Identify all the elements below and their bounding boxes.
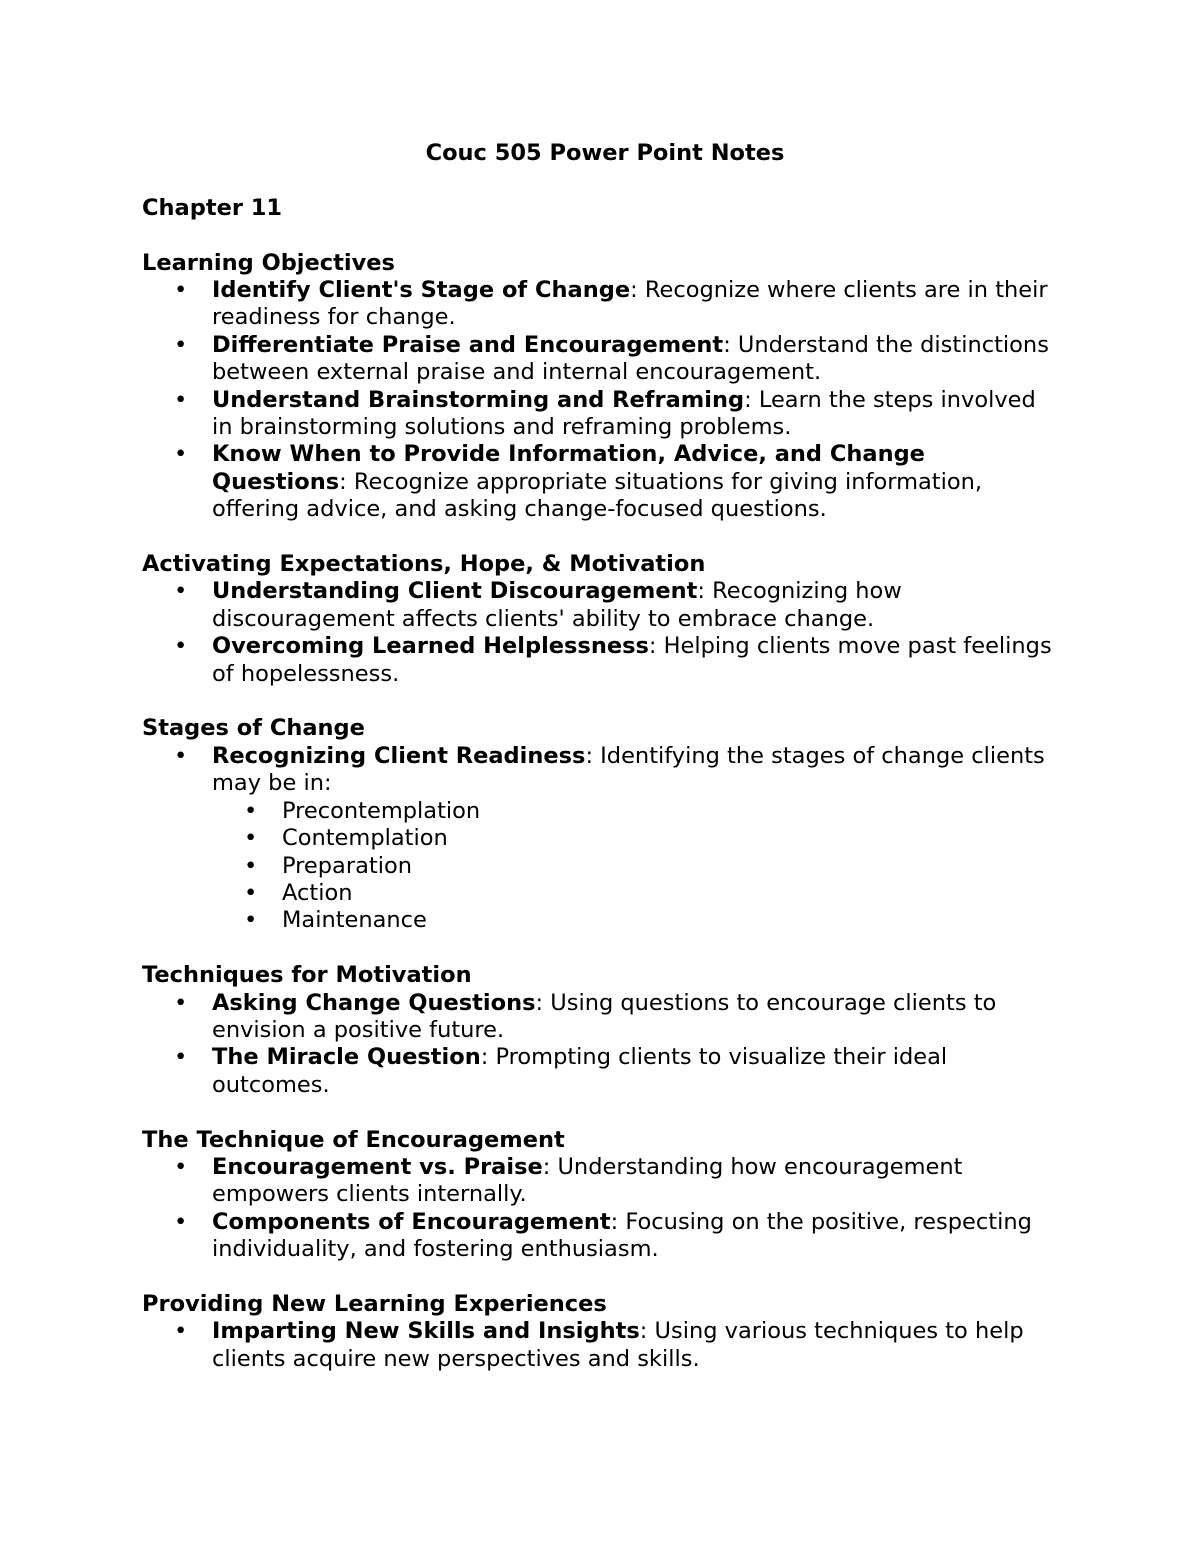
item-separator: : (480, 1044, 496, 1071)
item-description: Understand the distinctions between external praise and internal encouragement. (212, 331, 1049, 386)
item-term: Recognizing Client Readiness (212, 742, 586, 769)
list-item (142, 387, 1062, 442)
bullet-icon: • (174, 441, 188, 468)
item-description: Using questions to encourage clients to envision a positive future. (212, 989, 997, 1043)
sub-list-item (212, 853, 1062, 880)
bullet-icon: • (174, 1153, 188, 1180)
document-body (142, 250, 1062, 1374)
item-term: Understand Brainstorming and Reframing (212, 386, 745, 413)
bullet-list (142, 1318, 1062, 1373)
item-term: Identify Client's Stage of Change (212, 277, 631, 303)
sub-item-label: Preparation (282, 852, 412, 879)
item-separator: : (542, 1153, 558, 1180)
item-description: Recognize appropriate situations for giving information, offering advice, and asking change-focused questions. (212, 468, 983, 523)
bullet-icon: • (174, 989, 188, 1016)
section-heading: Activating Expectations, Hope, & Motivation (142, 551, 706, 578)
item-separator: : (630, 277, 645, 303)
list-item (142, 743, 1062, 935)
sub-list-item (212, 825, 1062, 852)
item-separator: : (535, 989, 551, 1016)
sub-list-item (212, 907, 1062, 934)
item-description: Recognizing how discouragement affects clients' ability to embrace change. (212, 578, 902, 632)
section-heading: Providing New Learning Experiences (142, 1290, 607, 1317)
bullet-list (142, 743, 1062, 935)
section (142, 551, 1062, 688)
list-item (142, 1044, 1062, 1099)
item-separator: : (648, 633, 664, 660)
sub-list-item (212, 880, 1062, 907)
bullet-icon: • (174, 331, 188, 358)
bullet-icon: • (174, 742, 188, 769)
list-item (142, 1209, 1062, 1264)
section (142, 962, 1062, 1099)
item-description: Prompting clients to visualize their ideal outcomes. (212, 1044, 948, 1098)
section-heading: Stages of Change (142, 715, 365, 742)
item-term: Imparting New Skills and Insights (212, 1318, 640, 1345)
list-item (142, 633, 1062, 688)
item-description: Helping clients move past feelings of hopelessness. (212, 633, 1052, 687)
sub-item-label: Precontemplation (282, 797, 481, 824)
item-term: Understanding Client Discouragement (212, 578, 698, 605)
item-separator: : (744, 386, 759, 413)
bullet-icon: • (244, 825, 258, 852)
bullet-icon: • (174, 386, 188, 413)
sub-item-label: Contemplation (282, 825, 448, 852)
section-heading: The Technique of Encouragement (142, 1126, 565, 1153)
item-description: Understanding how encouragement empowers clients internally. (212, 1153, 963, 1208)
section (142, 250, 1062, 524)
chapter-heading: Chapter 11 (142, 194, 283, 221)
document-page (142, 140, 1062, 1373)
item-separator: : (697, 578, 713, 605)
item-term: Asking Change Questions (212, 989, 536, 1016)
section (142, 1291, 1062, 1373)
item-description: Focusing on the positive, respecting individuality, and fostering enthusiasm. (212, 1208, 1032, 1263)
bullet-list (142, 990, 1062, 1100)
item-description: Using various techniques to help clients acquire new perspectives and skills. (212, 1318, 1024, 1372)
item-term: Components of Encouragement (212, 1208, 611, 1235)
bullet-icon: • (174, 1208, 188, 1235)
section-heading: Techniques for Motivation (142, 962, 472, 989)
section-heading: Learning Objectives (142, 249, 395, 276)
list-item (142, 277, 1062, 332)
item-description: Recognize where clients are in their readiness for change. (212, 277, 1048, 331)
bullet-icon: • (244, 797, 258, 824)
item-term: Overcoming Learned Helplessness (212, 633, 649, 660)
list-item (142, 990, 1062, 1045)
document-title: Couc 505 Power Point Notes (425, 140, 785, 166)
list-item (142, 441, 1062, 523)
bullet-icon: • (244, 852, 258, 879)
bullet-icon: • (174, 277, 188, 303)
list-item (142, 332, 1062, 387)
sub-list-item (212, 798, 1062, 825)
sub-item-label: Maintenance (282, 907, 427, 934)
item-separator: : (639, 1318, 655, 1345)
item-separator: : (723, 331, 738, 358)
sub-item-label: Action (282, 879, 353, 906)
sub-bullet-list (212, 798, 1062, 935)
bullet-list (142, 578, 1062, 688)
bullet-list (142, 1154, 1062, 1264)
item-term: The Miracle Question (212, 1044, 481, 1071)
section (142, 1127, 1062, 1264)
bullet-icon: • (244, 907, 258, 934)
bullet-icon: • (244, 879, 258, 906)
list-item (142, 1318, 1062, 1373)
bullet-icon: • (174, 1044, 188, 1071)
item-term: Know When to Provide Information, Advice, and Change Questions (212, 441, 925, 495)
item-term: Differentiate Praise and Encouragement (212, 331, 724, 358)
bullet-icon: • (174, 578, 188, 605)
item-description: Learn the steps involved in brainstorming solutions and reframing problems. (212, 386, 1036, 441)
bullet-icon: • (174, 1318, 188, 1345)
section (142, 715, 1062, 934)
item-separator: : (610, 1208, 626, 1235)
item-description: Identifying the stages of change clients may be in: (212, 742, 1045, 797)
item-separator: : (585, 742, 601, 769)
item-term: Encouragement vs. Praise (212, 1153, 543, 1180)
list-item (142, 1154, 1062, 1209)
list-item (142, 578, 1062, 633)
bullet-icon: • (174, 633, 188, 660)
bullet-list (142, 277, 1062, 524)
item-separator: : (339, 468, 354, 495)
